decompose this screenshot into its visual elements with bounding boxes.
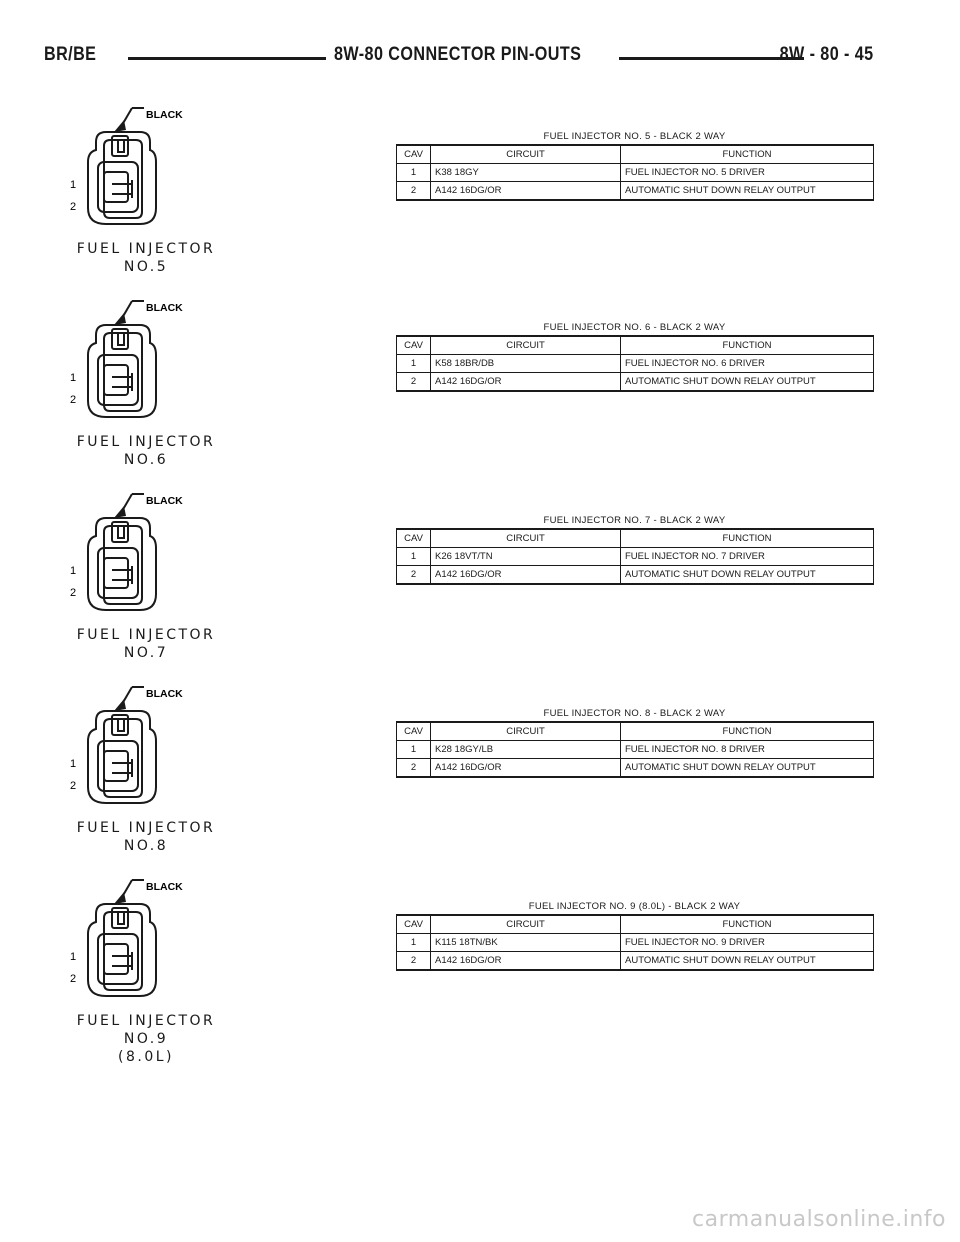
connector-entry <box>0 872 960 1065</box>
pin-number-label: 1 <box>70 372 77 384</box>
connector-name-line: NO.9 <box>123 1031 169 1047</box>
cav-cell: 2 <box>397 759 431 778</box>
column-header: CIRCUIT <box>431 529 621 548</box>
function-cell: FUEL INJECTOR NO. 8 DRIVER <box>621 741 874 759</box>
function-cell: FUEL INJECTOR NO. 7 DRIVER <box>621 548 874 566</box>
pin-number-label: 1 <box>70 565 77 577</box>
pin-number-label: 1 <box>70 758 77 770</box>
column-header: CAV <box>397 145 431 164</box>
circuit-cell: A142 16DG/OR <box>431 952 621 971</box>
housing-color-label: BLACK <box>146 881 183 893</box>
connector-face-icon <box>0 293 230 433</box>
pinout-table-block <box>396 514 873 585</box>
function-cell: FUEL INJECTOR NO. 6 DRIVER <box>621 355 874 373</box>
table-row <box>397 373 874 392</box>
connector-entry <box>0 100 960 280</box>
connector-name-line: FUEL INJECTOR <box>76 627 216 643</box>
circuit-cell: K26 18VT/TN <box>431 548 621 566</box>
cav-cell: 1 <box>397 934 431 952</box>
connector-entry <box>0 293 960 473</box>
page-header <box>44 44 874 72</box>
function-cell: AUTOMATIC SHUT DOWN RELAY OUTPUT <box>621 952 874 971</box>
connector-diagram <box>0 293 230 473</box>
pin-number-label: 2 <box>70 973 77 985</box>
pin-number-label: 1 <box>70 179 77 191</box>
column-header: CAV <box>397 529 431 548</box>
function-cell: FUEL INJECTOR NO. 5 DRIVER <box>621 164 874 182</box>
table-row <box>397 164 874 182</box>
pinout-table <box>396 914 874 971</box>
pin-number-label: 2 <box>70 780 77 792</box>
circuit-cell: K58 18BR/DB <box>431 355 621 373</box>
column-header: CIRCUIT <box>431 722 621 741</box>
pinout-table <box>396 335 874 392</box>
connector-name-line: FUEL INJECTOR <box>76 434 216 450</box>
connector-diagram <box>0 100 230 280</box>
circuit-cell: A142 16DG/OR <box>431 182 621 201</box>
connector-name-line: (8.0L) <box>118 1049 174 1065</box>
table-row <box>397 566 874 585</box>
pinout-table-title: FUEL INJECTOR NO. 9 (8.0L) - BLACK 2 WAY <box>528 901 741 912</box>
connector-diagram <box>0 679 230 859</box>
table-header-row <box>397 915 874 934</box>
table-row <box>397 182 874 201</box>
table-header-row <box>397 529 874 548</box>
table-row <box>397 741 874 759</box>
connector-name-line: NO.7 <box>123 645 169 661</box>
housing-color-label: BLACK <box>146 302 183 314</box>
cav-cell: 1 <box>397 164 431 182</box>
connector-name-line: NO.6 <box>123 452 169 468</box>
column-header: CAV <box>397 336 431 355</box>
connector-name <box>56 819 236 855</box>
connector-name <box>56 626 236 662</box>
cav-cell: 1 <box>397 355 431 373</box>
column-header: FUNCTION <box>621 336 874 355</box>
table-header-row <box>397 336 874 355</box>
pinout-table <box>396 144 874 201</box>
pinout-table-block <box>396 900 873 971</box>
pinout-table-block <box>396 707 873 778</box>
column-header: CAV <box>397 915 431 934</box>
cav-cell: 2 <box>397 952 431 971</box>
circuit-cell: K28 18GY/LB <box>431 741 621 759</box>
connector-name-line: NO.8 <box>123 838 169 854</box>
pinout-table-title: FUEL INJECTOR NO. 5 - BLACK 2 WAY <box>543 131 726 142</box>
column-header: CAV <box>397 722 431 741</box>
table-row <box>397 759 874 778</box>
circuit-cell: A142 16DG/OR <box>431 759 621 778</box>
connector-entry <box>0 679 960 859</box>
model-code: BR/BE <box>44 44 97 65</box>
pin-number-label: 2 <box>70 201 77 213</box>
housing-color-label: BLACK <box>146 688 183 700</box>
column-header: FUNCTION <box>621 529 874 548</box>
header-rule-right <box>619 57 804 60</box>
pinout-table <box>396 528 874 585</box>
cav-cell: 2 <box>397 182 431 201</box>
header-rule-left <box>128 57 326 60</box>
pinout-table <box>396 721 874 778</box>
table-header-row <box>397 145 874 164</box>
column-header: FUNCTION <box>621 722 874 741</box>
column-header: FUNCTION <box>621 915 874 934</box>
pinout-table-title: FUEL INJECTOR NO. 6 - BLACK 2 WAY <box>543 322 726 333</box>
connector-face-icon <box>0 679 230 819</box>
connector-name <box>56 240 236 276</box>
function-cell: AUTOMATIC SHUT DOWN RELAY OUTPUT <box>621 566 874 585</box>
function-cell: AUTOMATIC SHUT DOWN RELAY OUTPUT <box>621 373 874 392</box>
function-cell: FUEL INJECTOR NO. 9 DRIVER <box>621 934 874 952</box>
connector-diagram <box>0 872 230 1065</box>
circuit-cell: A142 16DG/OR <box>431 566 621 585</box>
pin-number-label: 1 <box>70 951 77 963</box>
connector-name-line: FUEL INJECTOR <box>76 820 216 836</box>
table-row <box>397 934 874 952</box>
column-header: CIRCUIT <box>431 915 621 934</box>
cav-cell: 2 <box>397 373 431 392</box>
cav-cell: 2 <box>397 566 431 585</box>
table-row <box>397 952 874 971</box>
circuit-cell: K115 18TN/BK <box>431 934 621 952</box>
cav-cell: 1 <box>397 741 431 759</box>
circuit-cell: A142 16DG/OR <box>431 373 621 392</box>
circuit-cell: K38 18GY <box>431 164 621 182</box>
connector-entry <box>0 486 960 666</box>
column-header: CIRCUIT <box>431 336 621 355</box>
table-row <box>397 548 874 566</box>
connector-name-line: FUEL INJECTOR <box>76 1013 216 1029</box>
table-header-row <box>397 722 874 741</box>
connector-diagram <box>0 486 230 666</box>
connector-face-icon <box>0 872 230 1012</box>
column-header: FUNCTION <box>621 145 874 164</box>
pinout-table-block <box>396 321 873 392</box>
housing-color-label: BLACK <box>146 109 183 121</box>
connector-face-icon <box>0 100 230 240</box>
connector-name-line: FUEL INJECTOR <box>76 241 216 257</box>
section-title: 8W-80 CONNECTOR PIN-OUTS <box>334 44 582 65</box>
table-row <box>397 355 874 373</box>
housing-color-label: BLACK <box>146 495 183 507</box>
column-header: CIRCUIT <box>431 145 621 164</box>
watermark: carmanualsonline.info <box>692 1207 946 1232</box>
pinout-table-title: FUEL INJECTOR NO. 7 - BLACK 2 WAY <box>543 515 726 526</box>
connector-name <box>56 433 236 469</box>
connector-name-line: NO.5 <box>123 259 169 275</box>
connector-name <box>56 1012 236 1066</box>
function-cell: AUTOMATIC SHUT DOWN RELAY OUTPUT <box>621 759 874 778</box>
function-cell: AUTOMATIC SHUT DOWN RELAY OUTPUT <box>621 182 874 201</box>
pinout-table-title: FUEL INJECTOR NO. 8 - BLACK 2 WAY <box>543 708 726 719</box>
cav-cell: 1 <box>397 548 431 566</box>
connector-face-icon <box>0 486 230 626</box>
page-number: 8W - 80 - 45 <box>780 44 874 65</box>
pinout-table-block <box>396 130 873 201</box>
pin-number-label: 2 <box>70 587 77 599</box>
pin-number-label: 2 <box>70 394 77 406</box>
